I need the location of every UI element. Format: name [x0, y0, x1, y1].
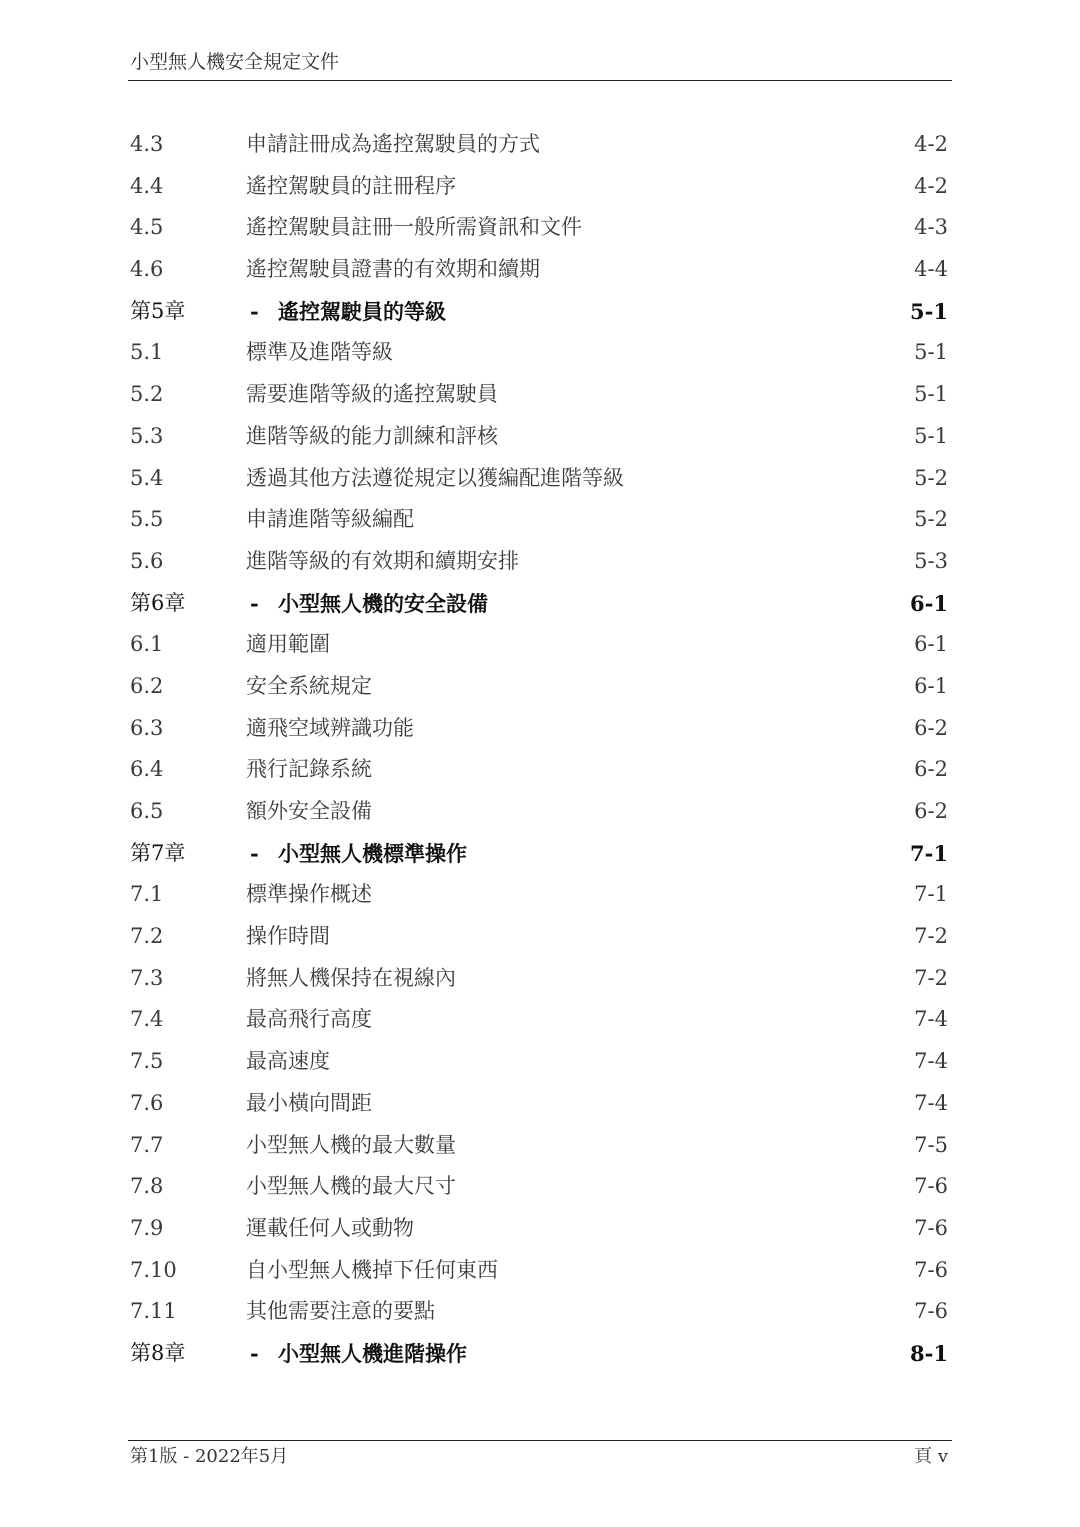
toc-page-ref: 6-1 [914, 673, 948, 698]
toc-section-row[interactable] [128, 958, 952, 1000]
toc-number: 7.5 [130, 1049, 164, 1074]
toc-number: 5.5 [130, 507, 164, 532]
toc-title: 標準操作概述 [246, 882, 372, 907]
toc-title: 遙控駕駛員證書的有效期和續期 [246, 257, 540, 282]
toc-section-row[interactable] [128, 1250, 952, 1292]
toc-page-ref: 7-4 [914, 1007, 948, 1032]
toc-number: 第8章 [130, 1340, 186, 1365]
toc-section-row[interactable] [128, 1041, 952, 1083]
toc-dash: - [250, 840, 259, 866]
toc-page-ref: 7-2 [914, 924, 948, 949]
toc-section-row[interactable] [128, 207, 952, 249]
toc-title: 最小橫向間距 [246, 1090, 372, 1115]
toc-number: 5.3 [130, 423, 164, 448]
toc-page-ref: 8-1 [910, 1340, 948, 1366]
toc-number: 4.4 [130, 173, 164, 198]
toc-number: 第6章 [130, 590, 186, 615]
toc-title: 最高飛行高度 [246, 1007, 372, 1032]
toc-title: 標準及進階等級 [246, 340, 393, 365]
toc-page-ref: 7-6 [914, 1174, 948, 1199]
toc-title-text: 小型無人機進階操作 [278, 1340, 467, 1366]
toc-page-ref: 7-6 [914, 1215, 948, 1240]
toc-page-ref: 7-4 [914, 1090, 948, 1115]
toc-section-row[interactable] [128, 249, 952, 291]
toc-title: 運載任何人或動物 [246, 1215, 414, 1240]
toc-title: 進階等級的有效期和續期安排 [246, 548, 519, 573]
toc-section-row[interactable] [128, 1125, 952, 1167]
toc-dash: - [250, 298, 259, 324]
page-header [128, 50, 952, 81]
toc-title: 需要進階等級的遙控駕駛員 [246, 382, 498, 407]
toc-title: 申請註冊成為遙控駕駛員的方式 [246, 132, 540, 156]
table-of-contents [128, 124, 952, 1375]
toc-section-row[interactable] [128, 166, 952, 208]
toc-section-row[interactable] [128, 874, 952, 916]
toc-page-ref: 7-5 [914, 1132, 948, 1157]
toc-title: 適飛空域辨識功能 [246, 715, 414, 740]
toc-title: 透過其他方法遵從規定以獲編配進階等級 [246, 465, 624, 490]
toc-title: 操作時間 [246, 924, 330, 949]
toc-page-ref: 6-1 [914, 632, 948, 657]
toc-title: 申請進階等級編配 [246, 507, 414, 532]
toc-title: 小型無人機的最大尺寸 [246, 1174, 456, 1199]
toc-section-row[interactable] [128, 1208, 952, 1250]
toc-title: 將無人機保持在視線內 [246, 965, 456, 990]
toc-section-row[interactable] [128, 624, 952, 666]
toc-title: 適用範圍 [246, 632, 330, 657]
toc-section-row[interactable] [128, 999, 952, 1041]
toc-section-row[interactable] [128, 1291, 952, 1333]
toc-page-ref: 7-4 [914, 1049, 948, 1074]
toc-number: 6.1 [130, 632, 164, 657]
toc-number: 6.4 [130, 757, 164, 782]
toc-section-row[interactable] [128, 458, 952, 500]
toc-page-ref: 5-1 [914, 423, 948, 448]
toc-chapter-row[interactable] [128, 291, 952, 333]
toc-chapter-row[interactable] [128, 1333, 952, 1375]
toc-title [246, 291, 446, 333]
toc-number: 7.10 [130, 1257, 177, 1282]
toc-section-row[interactable] [128, 708, 952, 750]
toc-title: 自小型無人機掉下任何東西 [246, 1257, 498, 1282]
document-title: 小型無人機安全規定文件 [130, 51, 340, 73]
toc-page-ref: 6-2 [914, 799, 948, 823]
toc-dash: - [250, 590, 259, 616]
toc-number: 第5章 [130, 298, 186, 323]
toc-title: 其他需要注意的要點 [246, 1299, 435, 1324]
toc-section-row[interactable] [128, 416, 952, 458]
toc-number: 4.6 [130, 257, 164, 282]
toc-page-ref: 4-4 [914, 257, 948, 282]
page-footer [128, 1440, 952, 1471]
toc-section-row[interactable] [128, 749, 952, 791]
toc-title [246, 1333, 467, 1375]
toc-number: 7.9 [130, 1215, 164, 1240]
toc-section-row[interactable] [128, 499, 952, 541]
toc-section-row[interactable] [128, 124, 952, 166]
toc-section-row[interactable] [128, 374, 952, 416]
toc-title [246, 583, 488, 625]
toc-page-ref: 5-3 [914, 548, 948, 573]
toc-page-ref: 7-2 [914, 965, 948, 990]
toc-page-ref: 4-3 [914, 215, 948, 240]
toc-page-ref: 5-2 [914, 465, 948, 490]
toc-number: 第7章 [130, 840, 186, 865]
toc-section-row[interactable] [128, 1083, 952, 1125]
toc-number: 6.5 [130, 799, 164, 823]
edition-date: 第1版 - 2022年5月 [130, 1446, 289, 1467]
toc-number: 5.2 [130, 382, 164, 407]
toc-page-ref: 6-2 [914, 757, 948, 782]
toc-page-ref: 7-6 [914, 1257, 948, 1282]
toc-section-row[interactable] [128, 332, 952, 374]
toc-title: 小型無人機的最大數量 [246, 1132, 456, 1157]
toc-section-row[interactable] [128, 666, 952, 708]
toc-number: 5.4 [130, 465, 164, 490]
toc-page-ref: 4-2 [914, 173, 948, 198]
toc-page-ref: 5-1 [914, 382, 948, 407]
toc-title: 最高速度 [246, 1049, 330, 1074]
toc-number: 7.11 [130, 1299, 177, 1324]
toc-chapter-row[interactable] [128, 583, 952, 625]
toc-chapter-row[interactable] [128, 833, 952, 875]
toc-number: 7.2 [130, 924, 164, 949]
toc-dash: - [250, 1340, 259, 1366]
toc-title [246, 833, 467, 875]
toc-number: 7.4 [130, 1007, 164, 1032]
page-number: 頁 v [914, 1446, 948, 1467]
toc-title: 安全系統規定 [246, 673, 372, 698]
toc-title: 遙控駕駛員的註冊程序 [246, 173, 456, 198]
toc-number: 4.3 [130, 132, 164, 156]
toc-number: 7.1 [130, 882, 164, 907]
toc-page-ref: 6-2 [914, 715, 948, 740]
toc-number: 5.1 [130, 340, 164, 365]
toc-section-row[interactable] [128, 541, 952, 583]
toc-number: 6.3 [130, 715, 164, 740]
toc-title-text: 小型無人機標準操作 [278, 840, 467, 866]
toc-section-row[interactable] [128, 1166, 952, 1208]
toc-title: 飛行記錄系統 [246, 757, 372, 782]
toc-title: 遙控駕駛員註冊一般所需資訊和文件 [246, 215, 582, 240]
toc-page-ref: 6-1 [910, 590, 948, 616]
toc-page-ref: 7-1 [910, 840, 948, 866]
toc-page-ref: 5-2 [914, 507, 948, 532]
toc-number: 7.7 [130, 1132, 164, 1157]
toc-page-ref: 4-2 [914, 132, 948, 156]
toc-number: 7.3 [130, 965, 164, 990]
toc-section-row[interactable] [128, 791, 952, 833]
toc-number: 4.5 [130, 215, 164, 240]
toc-page-ref: 5-1 [910, 298, 948, 324]
toc-number: 7.6 [130, 1090, 164, 1115]
toc-title: 進階等級的能力訓練和評核 [246, 423, 498, 448]
toc-section-row[interactable] [128, 916, 952, 958]
toc-number: 7.8 [130, 1174, 164, 1199]
toc-number: 5.6 [130, 548, 164, 573]
toc-title: 額外安全設備 [246, 799, 372, 823]
toc-number: 6.2 [130, 673, 164, 698]
toc-page-ref: 5-1 [914, 340, 948, 365]
toc-title-text: 遙控駕駛員的等級 [278, 298, 446, 324]
toc-page-ref: 7-6 [914, 1299, 948, 1324]
toc-page-ref: 7-1 [914, 882, 948, 907]
toc-title-text: 小型無人機的安全設備 [278, 590, 488, 616]
